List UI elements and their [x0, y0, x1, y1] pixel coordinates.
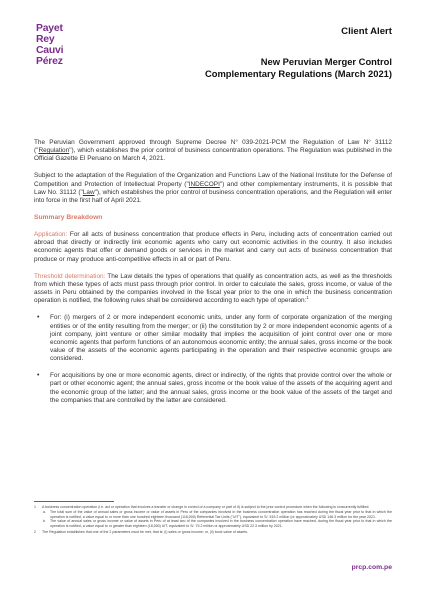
- indecopi-defined-term: INDECOPI: [188, 180, 220, 188]
- footnote-number: 1: [34, 505, 36, 509]
- footnote-number: 2: [34, 530, 36, 535]
- intro-paragraph: [34, 139, 392, 163]
- subitem-text: The value of annual sales or gross income or value of assets in Peru of at least two of the companies involved in the business concentration operation have reached, during the fiscal year prior to that in which the operation is notified, a value equal to or greater than eighteen (18,000) UIT, equivalent to S/. 79.2 million or approximately USD 22.3 million by 2021.: [50, 519, 392, 528]
- logo-line: Cauvi: [36, 45, 64, 56]
- text-span: For: (i) mergers of 2 or more independent economic units, under any form of corporate organization of the merging entities or of the entity resulting from the merger; or (ii) the constitution by 2 or more independent economic agents of a joint company, joint venture or other similar modality that implies the acquisition of joint control over one or more economic agents that perform functions of an autonomous economic entity; the annual sales, gross income or the book value of the assets of the economic agents participating in the operation and their respective economic groups are considered.: [50, 314, 392, 363]
- text-span: "), which establishes the prior control of business concentration operations. The Regulation was published in the Official Gazette El Peruano on March 4, 2021.: [34, 147, 392, 163]
- footnote: [34, 530, 392, 535]
- footnote-subitem: [42, 510, 392, 520]
- logo-line: Rey: [36, 34, 55, 45]
- footnote-ref: 1: [306, 295, 309, 301]
- text-span: The Law details the types of operations that qualify as concentration acts, as well as the thresholds from which these types of acts must pass through prior control. In order to calculate the sales, gross income, or value of the assets in Peru obtained by the companies involved in the fiscal year prior to the one in which the business concentration operation is notified, the following rules shall be considered according to each type of operation:: [34, 272, 392, 305]
- bullet-icon: •: [37, 314, 40, 322]
- law-defined-term: Law: [82, 188, 95, 196]
- text-span: The Peruvian Government approved through Supreme Decree N° 039-2021-PCM the Regulation of Law N° 31112 (": [34, 139, 392, 155]
- footnote-subitem: [42, 519, 392, 529]
- threshold-list: [34, 314, 392, 405]
- logo-line: Payet: [36, 23, 63, 34]
- footnote: [34, 505, 392, 529]
- list-item: [34, 372, 392, 405]
- text-span: For acquisitions by one or more economic agents, direct or indirectly, of the rights that provide control over the whole or part or other economic agent; the annual sales, gross income or the book value of the assets of the acquiring agent and the economic group of the latter; and the annual sales, gross income or the book value of the assets of the target and the companies that are controlled by the latter are considered.: [50, 372, 392, 404]
- company-logo: [36, 23, 100, 69]
- list-item: [34, 314, 392, 363]
- logo-line: Pérez: [36, 56, 63, 67]
- regulation-defined-term: Regulation: [38, 147, 70, 155]
- document-body: [34, 139, 392, 414]
- subitem-text: The total sum of the value of annual sales or gross income or value of assets in Peru of the companies involved in the business concentration operation has reached during the fiscal year prior to that in which the operation is notified, a value equal to or more than one hundred eighteen thousand (118,000) Referential Tax Units ("UIT"), equivalent to S/. 519.2 million (or approximately USD 146.3 million for the year 2021.: [50, 509, 392, 519]
- footnote-text: A business concentration operation (i.e. act or operation that involves a transfer or change in control of a company or part of it) is subject to the prior control procedure when the following is concurrently fulfilled:: [42, 505, 370, 509]
- threshold-paragraph: [34, 273, 392, 306]
- bullet-icon: •: [37, 372, 40, 380]
- threshold-label: Threshold determination:: [34, 272, 106, 280]
- subitem-letter: b.: [43, 519, 46, 524]
- footnote-text: The Regulation establishes that one of the 2 parameters must be met, that is: (i) sales or gross income; or, (ii) book value of assets.: [42, 530, 249, 535]
- client-alert-label: Client Alert: [341, 26, 392, 37]
- subitem-letter: a.: [43, 509, 46, 514]
- document-title: New Peruvian Merger Control Complementary Regulations (March 2021): [204, 56, 392, 80]
- context-paragraph: [34, 172, 392, 205]
- website-link[interactable]: prcp.com.pe: [351, 564, 392, 571]
- application-paragraph: [34, 231, 392, 264]
- text-span: ") and other complementary instruments, it is possible that Law No. 31112 (": [34, 180, 392, 196]
- text-span: For all acts of business concentration that produce effects in Peru, including acts of concentration carried out abroad that directly or indirectly link economic agents who carry out economic activities in the country. It also includes economic agents that offer or demand goods or services in the market and carry out acts of business concentration that produce or may produce anti-competitive effects in all or part of Peru.: [34, 231, 392, 263]
- summary-heading: Summary Breakdown: [34, 214, 103, 222]
- text-span: Subject to the adaptation of the Regulation of the Organization and Functions Law of the National Institute for the Defense of Competition and Protection of Intellectual Property (": [34, 172, 392, 188]
- application-label: Application:: [34, 231, 68, 239]
- footnote-divider: [34, 501, 114, 502]
- footnotes: [34, 505, 392, 537]
- text-span: "), which establishes the prior control of business concentration operations, and the Regulation will enter into force in the first half of April 2021.: [34, 188, 392, 204]
